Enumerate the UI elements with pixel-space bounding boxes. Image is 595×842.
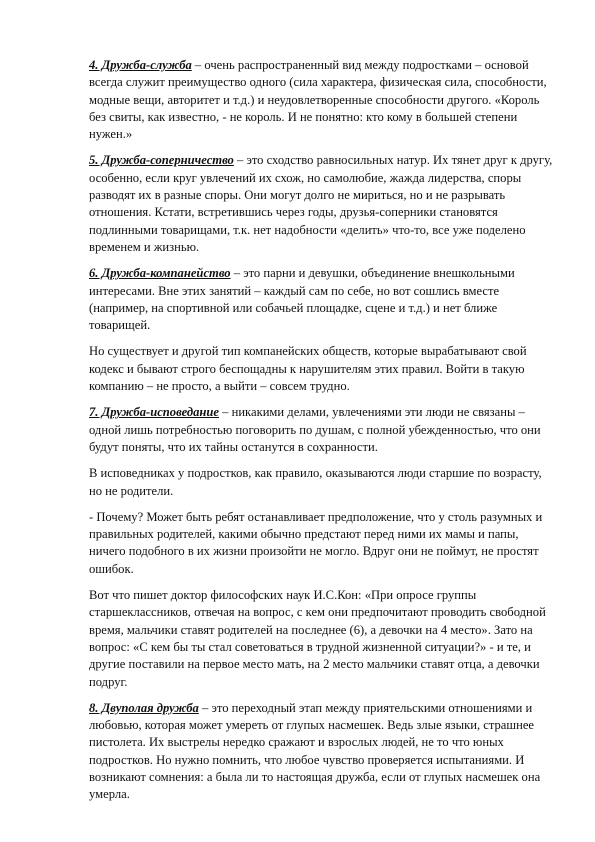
paragraph-text: В исповедниках у подростков, как правило, оказываются люди старшие по возрасту, но не родители.	[89, 466, 542, 498]
paragraph-friendship-company	[89, 265, 557, 334]
paragraph-confessors	[89, 465, 557, 500]
paragraph-friendship-service	[89, 57, 557, 143]
paragraph-why	[89, 509, 557, 578]
paragraph-friendship-bisexual	[89, 700, 557, 804]
paragraph-text: – это парни и девушки, объединение внешкольными интересами. Вне этих занятий – каждый сам по себе, но вот сошлись вместе (например, на спортивной или собачьей площадке, сцене и т.д.) и нет ближе товарищей.	[89, 266, 515, 333]
section-heading: 6. Дружба-компанейство	[89, 266, 231, 281]
paragraph-text: Вот что пишет доктор философских наук И.С.Кон: «При опросе группы старшеклассников, отвечая на вопрос, с кем они предпочитают проводить свободной время, мальчики ставят родителей на последнее (6), а девочки на 4 место». Зато на вопрос: «С кем бы ты стал советоваться в трудной жизненной ситуации?» - и те, и другие поставили на первое место мать, на 2 место мальчики ставят отца, а девочки подруг.	[89, 588, 546, 689]
document-body	[89, 57, 557, 813]
paragraph-kon-quote	[89, 587, 557, 691]
paragraph-text: – никакими делами, увлечениями эти люди не связаны – одной лишь потребностью поговорить по душам, с полной убежденностью, что они будут поняты, что их тайны останутся в сохранности.	[89, 405, 541, 454]
section-heading: 4. Дружба-служба	[89, 58, 192, 72]
paragraph-text: – очень распространенный вид между подростками – основой всегда служит преимущество одного (сила характера, физическая сила, способности, модные вещи, авторитет и т.д.) и неудовлетворенные способности другого. «Король без свиты, как известно, - не король. И не понятно: кто кому в большей степени нужен.»	[89, 58, 547, 142]
paragraph-friendship-rivalry	[89, 152, 557, 256]
paragraph-friendship-confession	[89, 404, 557, 456]
paragraph-text: – это переходный этап между приятельскими отношениями и любовью, которая может умереть от глупых насмешек. Ведь злые языки, страшнее пистолета. Их выстрелы нередко сражают и взрослых людей, не то что юных подростков. Но нужно помнить, что любое чувство проверяется испытаниями. И возникают сомнения: а была ли то настоящая дружба, если от глупых насмешек она умерла.	[89, 700, 541, 802]
section-heading: 8. Двуполая дружба	[89, 700, 199, 715]
paragraph-company-codex	[89, 343, 557, 395]
section-heading: 5. Дружба-соперничество	[89, 153, 234, 168]
paragraph-text: - Почему? Может быть ребят останавливает предположение, что у столь разумных и правильных родителей, какими обычно предстают перед ними их мамы и папы, ничего подобного в их жизни произойти не могло. Вдруг они не поймут, не простят ошибок.	[89, 509, 543, 576]
section-heading: 7. Дружба-исповедание	[89, 405, 219, 420]
paragraph-text: – это сходство равносильных натур. Их тянет друг к другу, особенно, если круг увлечений их схож, но самолюбие, жажда лидерства, споры разводят их в разные споры. Они могут долго не мириться, но и не разрывать отношения. Кстати, встретившись через годы, друзья-соперники становятся подлинными товарищами, т.к. нет надобности «делить» что-то, все уже поделено временем и жизнью.	[89, 153, 553, 254]
paragraph-text: Но существует и другой тип компанейских обществ, которые вырабатывают свой кодекс и бывают строго беспощадны к нарушителям этих правил. Войти в такую компанию – не просто, а выйти – совсем трудно.	[89, 344, 527, 394]
